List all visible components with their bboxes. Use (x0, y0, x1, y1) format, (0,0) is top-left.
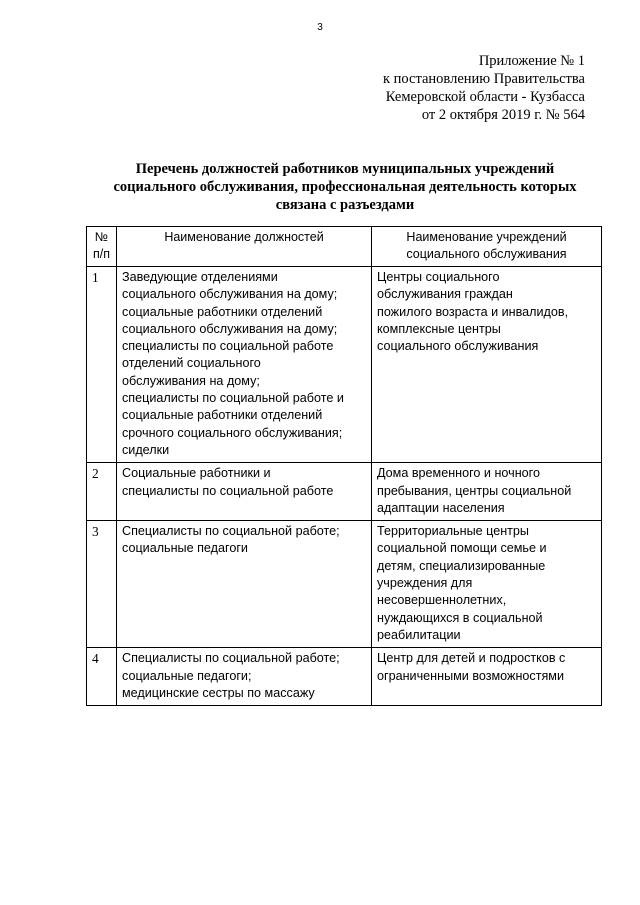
page-number: 3 (317, 22, 323, 33)
position-line: социальные педагоги; (122, 668, 252, 683)
row-number: 1 (87, 267, 117, 463)
institution-line: ограниченными возможностями (377, 668, 564, 683)
institution-line: обслуживания граждан (377, 287, 513, 302)
row-number: 4 (87, 648, 117, 706)
header-institution-line: социального обслуживания (406, 247, 567, 261)
table-row (87, 648, 602, 706)
table-row (87, 521, 602, 648)
table-header-row (87, 227, 602, 267)
institution-line: адаптации населения (377, 500, 505, 515)
position-line: социального обслуживания на дому; (122, 321, 338, 336)
position-line: обслуживания на дому; (122, 373, 260, 388)
position-line: сиделки (122, 442, 170, 457)
position-line: Специалисты по социальной работе; (122, 524, 340, 539)
title-line: связана с разъездами (275, 197, 415, 213)
header-position (117, 227, 372, 267)
header-num-line: № (94, 230, 109, 244)
institution-line: учреждения для (377, 576, 473, 591)
header-position-line: Наименование должностей (164, 230, 324, 244)
institution-line: Центры социального (377, 270, 500, 284)
institution-line: социального обслуживания (377, 339, 539, 354)
position-line: социальные работники отделений (122, 304, 323, 319)
appendix-line: к постановлению Правительства (383, 71, 585, 87)
institution-line: несовершеннолетних, (377, 593, 507, 608)
position-line: социального обслуживания на дому; (122, 287, 338, 302)
institution-line: Территориальные центры (377, 524, 529, 539)
row-number: 2 (87, 463, 117, 521)
position-line: социальные педагоги (122, 541, 248, 556)
header-num-line: п/п (92, 247, 110, 261)
appendix-line: Приложение № 1 (478, 53, 585, 69)
institution-line: пожилого возраста и инвалидов, (377, 304, 569, 319)
position-line: отделений социального (122, 356, 261, 371)
position-line: специалисты по социальной работе (122, 339, 334, 354)
institution-line: Дома временного и ночного (377, 466, 540, 481)
position-line: Социальные работники и (122, 466, 271, 481)
header-institution (372, 227, 602, 267)
position-cell (117, 648, 372, 706)
position-cell (117, 463, 372, 521)
title-line: социального обслуживания, профессиональная деятельность которых (113, 179, 577, 195)
header-num (87, 227, 117, 267)
institution-line: пребывания, центры социальной (377, 483, 572, 498)
position-line: срочного социального обслуживания; (122, 425, 343, 440)
institution-cell (372, 648, 602, 706)
appendix-line: Кемеровской области - Кузбасса (385, 89, 585, 105)
institution-line: детям, специализированные (377, 558, 546, 573)
institution-cell (372, 463, 602, 521)
title-line: Перечень должностей работников муниципальных учреждений (135, 161, 555, 177)
row-number: 3 (87, 521, 117, 648)
institution-line: социальной помощи семье и (377, 541, 547, 556)
position-line: Специалисты по социальной работе; (122, 651, 340, 666)
position-cell (117, 521, 372, 648)
institution-cell (372, 521, 602, 648)
table-row (87, 267, 602, 463)
position-line: специалисты по социальной работе и (122, 391, 344, 406)
institution-line: комплексные центры (377, 321, 501, 336)
table-row (87, 463, 602, 521)
institution-cell (372, 267, 602, 463)
header-institution-line: Наименование учреждений (406, 230, 567, 244)
position-line: специалисты по социальной работе (122, 483, 334, 498)
position-line: социальные работники отделений (122, 408, 323, 423)
institution-line: Центр для детей и подростков с (377, 651, 566, 666)
position-line: Заведующие отделениями (122, 270, 278, 284)
position-line: медицинские сестры по массажу (122, 685, 315, 700)
document-title (60, 160, 630, 214)
institution-line: нуждающихся в социальной (377, 610, 543, 625)
positions-table (86, 226, 602, 706)
appendix-block (383, 52, 585, 124)
institution-line: реабилитации (377, 627, 461, 642)
appendix-line: от 2 октября 2019 г. № 564 (421, 107, 585, 123)
position-cell (117, 267, 372, 463)
table-body (87, 267, 602, 706)
